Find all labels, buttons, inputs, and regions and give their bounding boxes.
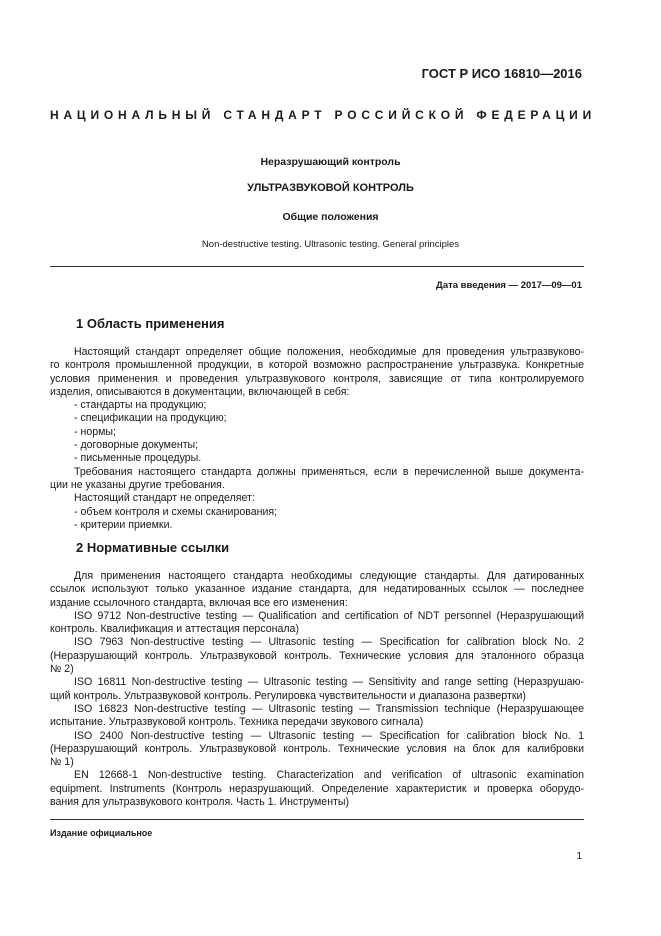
list-item: - стандарты на продукцию; (74, 399, 207, 412)
reference-line: вания для ультразвукового контроля. Часть 1. Инструменты) (50, 796, 350, 809)
section-1-heading: 1 Область применения (76, 316, 225, 331)
text-line: Настоящий стандарт не определяет: (74, 492, 255, 505)
text-line: Настоящий стандарт определяет общие положения, необходимые для проведения ультразвуково- (74, 346, 584, 358)
text-line: издание ссылочного стандарта, включая все его изменения: (50, 596, 348, 609)
list-item: - договорные документы; (74, 439, 199, 452)
english-title: Non-destructive testing. Ultrasonic testing. General principles (201, 239, 460, 250)
footer-divider (50, 819, 584, 820)
reference-line: EN 12668-1 Non-destructive testing. Characterization and verification of ultrasonic examination (74, 769, 584, 782)
reference-line: № 2) (50, 663, 74, 676)
section-2-body (50, 570, 584, 809)
list-item: - нормы; (74, 425, 116, 438)
reference-line: испытание. Ультразвуковой контроль. Техника передачи звукового сигнала) (50, 716, 424, 729)
reference-line: ISO 16823 Non-destructive testing — Ultrasonic testing — Transmission technique (Неразрушающее (74, 702, 584, 715)
official-edition-label: Издание официальное (50, 828, 153, 838)
reference-line: (Неразрушающий контроль. Ультразвуковой контроль. Технические условия для эталонного образца (50, 649, 584, 662)
title-line-3: Общие положения (282, 211, 379, 223)
reference-line: ISO 7963 Non-destructive testing — Ultrasonic testing — Specification for calibration block No. 2 (74, 636, 584, 649)
section-1-body (50, 346, 584, 532)
text-line: Требования настоящего стандарта должны применяться, если в перечисленной выше документа- (74, 465, 584, 478)
text-line: ции не указаны другие требования. (50, 478, 225, 491)
reference-line: ISO 16811 Non-destructive testing — Ultrasonic testing — Sensitivity and range setting (Неразрушаю- (74, 676, 584, 689)
reference-line: (Неразрушающий контроль. Ультразвуковой контроль. Технические условия на блок для калибровки (50, 742, 584, 755)
list-item: - письменные процедуры. (74, 452, 202, 465)
text-line: Для применения настоящего стандарта необходимы следующие стандарты. Для датированных (74, 570, 584, 582)
section-2-heading: 2 Нормативные ссылки (76, 540, 230, 555)
document-code: ГОСТ Р ИСО 16810—2016 (421, 66, 582, 81)
list-item: - спецификации на продукцию; (74, 412, 227, 425)
national-standard-banner: НАЦИОНАЛЬНЫЙ СТАНДАРТ РОССИЙСКОЙ ФЕДЕРАЦИИ (50, 108, 597, 122)
reference-line: ISO 9712 Non-destructive testing — Qualification and certification of NDT personnel (Неразрушающий (74, 609, 584, 622)
text-line: ссылок используют только указанное издание стандарта, для недатированных ссылок — последнее (50, 583, 584, 596)
text-line: условия применения и проведения ультразвукового контроля, зависящие от типа контролируемого (50, 372, 584, 385)
reference-line: № 1) (50, 756, 74, 769)
text-line: изделия, описываются в документации, включающей в себя: (50, 385, 350, 398)
reference-line: щий контроль. Ультразвуковой контроль. Регулировка чувствительности и диапазона развертки) (50, 689, 526, 702)
list-item: - объем контроля и схемы сканирования; (74, 505, 278, 518)
list-item: - критерии приемки. (74, 518, 173, 531)
title-line-2: УЛЬТРАЗВУКОВОЙ КОНТРОЛЬ (247, 182, 414, 194)
text-line: го контроля промышленной продукции, в которой возможно распространение ультразвука. Конкретные (50, 359, 584, 372)
reference-line: equipment. Instruments (Контроль неразрушающий. Определение характеристик и проверка оборудо- (50, 782, 584, 795)
page-number: 1 (576, 851, 582, 862)
introduction-date: Дата введения — 2017—09—01 (436, 280, 582, 291)
reference-line: контроль. Квалификация и аттестация персонала) (50, 623, 299, 636)
reference-line: ISO 2400 Non-destructive testing — Ultrasonic testing — Specification for calibration block No. 1 (74, 729, 584, 742)
title-line-1: Неразрушающий контроль (260, 156, 401, 168)
title-divider (50, 266, 584, 267)
